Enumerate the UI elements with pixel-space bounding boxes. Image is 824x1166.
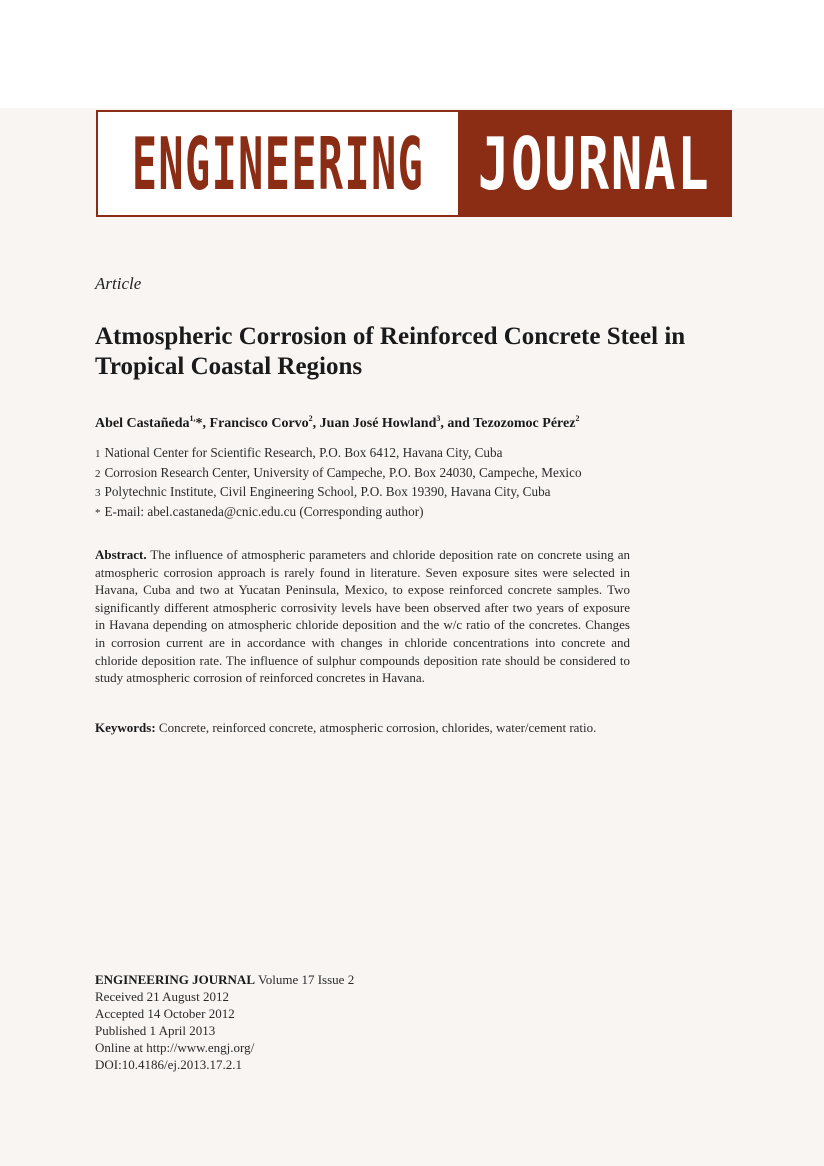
- author-affiliation-marker: 1,: [189, 414, 196, 423]
- keywords-text: Concrete, reinforced concrete, atmospheric corrosion, chlorides, water/cement ratio.: [158, 720, 597, 735]
- author-list: [95, 414, 735, 432]
- affiliation-text: Corrosion Research Center, University of Campeche, P.O. Box 24030, Campeche, Mexico: [104, 464, 582, 480]
- affiliation-text: National Center for Scientific Research, P.O. Box 6412, Havana City, Cuba: [104, 445, 503, 460]
- masthead-left-word: ENGINEERING: [131, 121, 425, 206]
- journal-volume-line: [95, 971, 495, 988]
- paper-title: Atmospheric Corrosion of Reinforced Concrete Steel in Tropical Coastal Regions: [95, 323, 686, 380]
- masthead-right-word: JOURNAL: [477, 121, 711, 206]
- affiliation-number: 3: [95, 487, 101, 499]
- journal-name: ENGINEERING JOURNAL: [95, 972, 255, 987]
- author-affiliation-marker: 3: [436, 414, 441, 423]
- accepted-date: Accepted 14 October 2012: [95, 1006, 235, 1021]
- published-date: Published 1 April 2013: [95, 1023, 216, 1038]
- article-type-label: Article: [95, 274, 142, 293]
- publication-info: [95, 971, 495, 1073]
- author-separator: ,: [312, 416, 320, 431]
- author-separator: , and: [440, 416, 474, 431]
- email-text: E-mail: abel.castaneda@cnic.edu.cu (Corresponding author): [104, 503, 424, 519]
- masthead-left-panel: [98, 112, 458, 215]
- journal-masthead-logo: [96, 110, 732, 217]
- corresponding-email: [95, 503, 735, 523]
- affiliation-item: [95, 464, 735, 484]
- author-name: Tezozomoc Pérez: [473, 416, 576, 431]
- keywords-label: Keywords:: [95, 720, 156, 735]
- doi: DOI:10.4186/ej.2013.17.2.1: [95, 1057, 242, 1072]
- author-name: Francisco Corvo: [209, 416, 309, 431]
- affiliation-number: 2: [95, 467, 101, 480]
- abstract-label: Abstract.: [95, 547, 147, 562]
- affiliation-item: [95, 483, 735, 503]
- author-name: Juan José Howland: [319, 416, 437, 431]
- abstract: [95, 546, 630, 687]
- corresponding-author-mark: *: [195, 416, 203, 431]
- masthead-right-panel: [458, 112, 730, 215]
- affiliation-number: *: [95, 506, 101, 519]
- affiliation-text: Polytechnic Institute, Civil Engineering School, P.O. Box 19390, Havana City, Cuba: [104, 484, 551, 499]
- keywords: [95, 719, 630, 737]
- affiliation-list: [95, 444, 735, 522]
- affiliation-item: [95, 444, 735, 464]
- volume-issue: Volume 17 Issue 2: [258, 972, 355, 987]
- online-url: Online at http://www.engj.org/: [95, 1040, 255, 1055]
- abstract-text: The influence of atmospheric parameters and chloride deposition rate on concrete using an atmospheric corrosion approach is rarely found in literature. Seven exposure sites were selected in Havana, Cuba and two at Yucatan Peninsula, Mexico, to expose reinforced concrete samples. Two significantly different atmospheric corrosivity levels have been observed after two years of exposure in Havana depending on atmospheric chloride deposition and the w/c ratio of the concretes. Changes in corrosion current are in accordance with changes in chloride concentrations into concrete and chloride deposition rate. The influence of sulphur compounds deposition rate should be considered to study atmospheric corrosion of reinforced concretes in Havana.: [95, 547, 630, 686]
- author-separator: ,: [202, 416, 210, 431]
- affiliation-number: 1: [95, 448, 101, 460]
- author-affiliation-marker: 2: [575, 414, 580, 423]
- author-name: Abel Castañeda: [95, 416, 190, 431]
- author-affiliation-marker: 2: [308, 414, 313, 423]
- received-date: Received 21 August 2012: [95, 989, 229, 1004]
